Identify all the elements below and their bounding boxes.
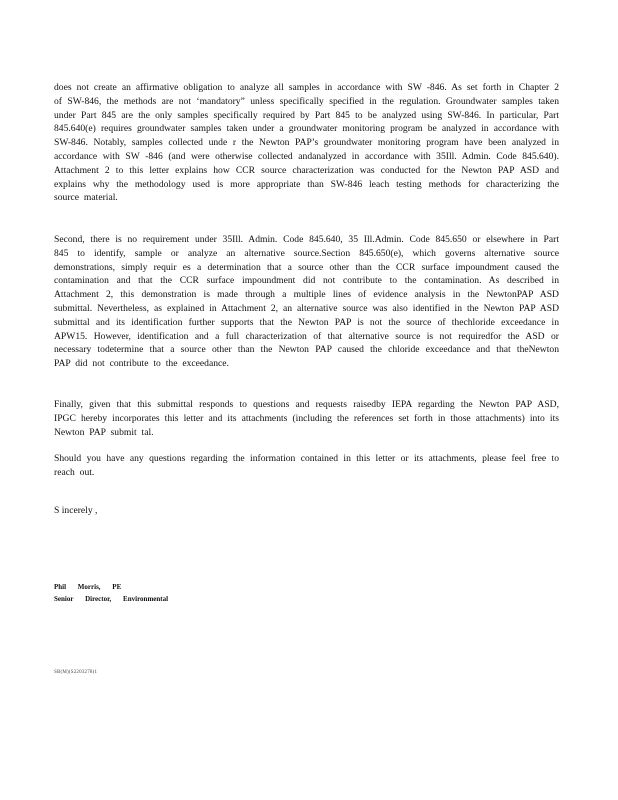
letter-closing: S incerely , [54, 505, 98, 516]
paragraph-sw846-methods: does not create an affirmative obligation to analyze all samples in accordance with SW -846. As set forth in Chapter 2 of SW-846, the methods are not ‘mandatory” unless specifically specified in the regulation. Groundwater samples taken under Part 845 are the only samples specifically required by Part 845 to be analyzed using SW-846. In particular, Part 845.640(e) requires groundwater samples taken under a groundwater monitoring program be analyzed in accordance with SW-846. Notably, samples collected unde r the Newton PAP’s groundwater monitoring program have been analyzed in accordance with SW -846 (and were otherwise collected andanalyzed in accordance with 35Ill. Admin. Code 845.640). Attachment 2 to this letter explains how CCR source characterization was conducted for the Newton PAP ASD and explains why the methodology used is more appropriate than SW-846 leach testing methods for characterizing the source material. [54, 82, 559, 204]
signatory-name: Phil Morris, PE [54, 583, 122, 591]
paragraph-submittal-incorporation: Finally, given that this submittal responds to questions and requests raisedby IEPA regarding the Newton PAP ASD, IPGC hereby incorporates this letter and its attachments (including the references set forth in those attachments) into its Newton PAP submit tal. [54, 399, 559, 438]
paragraph-contact: Should you have any questions regarding the information contained in this letter or its attachments, please feel free to reach out. [54, 453, 559, 478]
signatory-title: Senior Director, Environmental [54, 595, 169, 603]
paragraph-alternative-source: Second, there is no requirement under 35Ill. Admin. Code 845.640, 35 Ill.Admin. Code 845.650 or elsewhere in Part 845 to identify, sample or analyze an alternative source.Section 845.650(e), which governs alternative source demonstrations, simply requir es a determination that a source other than the CCR surface impoundment caused the contamination and that the CCR surface impoundment did not contribute to the contamination. As described in Attachment 2, this demonstration is made through a multiple lines of evidence analysis in the NewtonPAP ASD submittal. Nevertheless, as explained in Attachment 2, an alternative source was also identified in the Newton PAP ASD submittal and its identification further supports that the Newton PAP is not the source of thechloride exceedance in APW15. However, identification and a full characterization of that alternative source is not requiredfor the ASD or necessary todetermine that a source other than the Newton PAP caused the chloride exceedance and that theNewton PAP did not contribute to the exceedance. [54, 234, 559, 370]
document-reference-code: SB(M)(S2203278)1 [54, 670, 98, 675]
